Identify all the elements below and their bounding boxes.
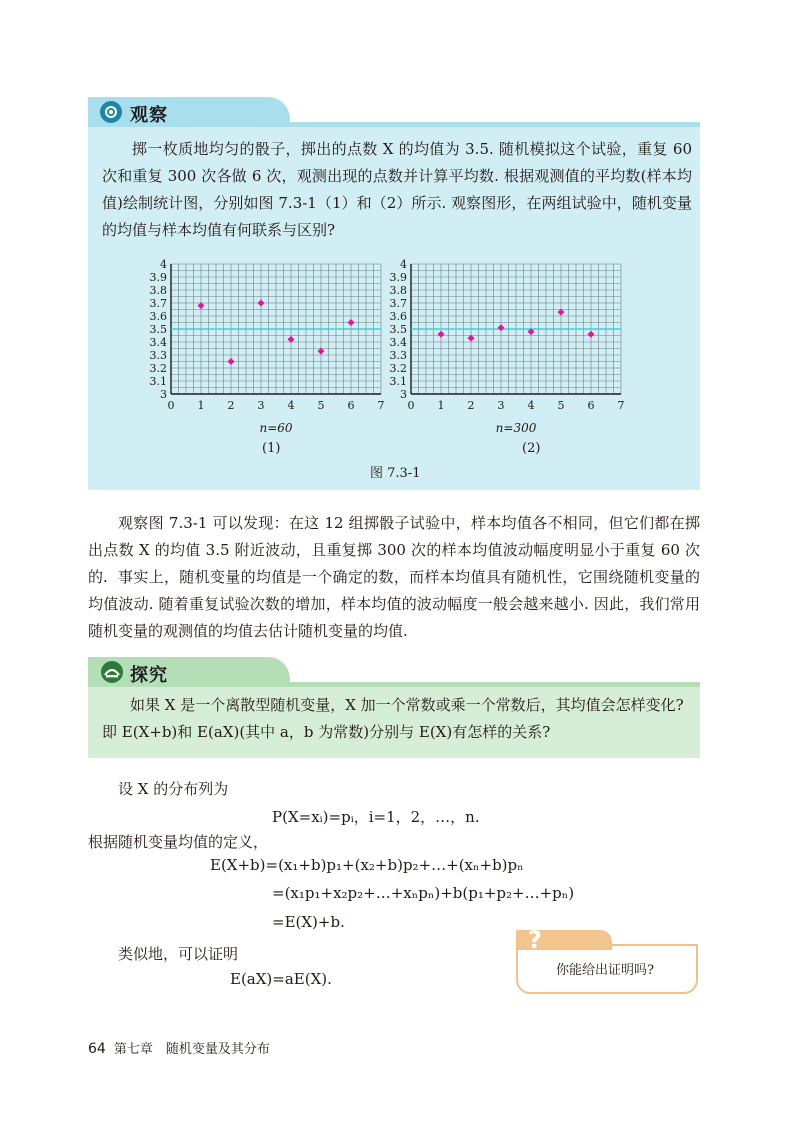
y-tick-label: 3.3	[149, 349, 167, 362]
x-axis-label: n=300	[495, 421, 537, 435]
observe-paragraph: 掷一枚质地均匀的骰子，掷出的点数 X 的均值为 3.5. 随机模拟这个试验，重复 60 次和重复 300 次各做 6 次，观测出现的点数并计算平均数. 根据观测值的平均数(样本均值)绘制统计图，分别如图 7.3-1（1）和（2）所示. 观察图形，在两组试验中，随机变量的均值与样本均值有何联系与区别?	[102, 140, 692, 239]
chart-2	[385, 254, 625, 434]
chapter-title: 第七章 随机变量及其分布	[113, 1042, 270, 1057]
y-tick-label: 3.4	[389, 336, 407, 349]
y-tick-label: 3.1	[149, 375, 167, 388]
page-number: 64	[88, 1041, 106, 1057]
page-footer	[88, 1038, 270, 1057]
x-tick-label: 3	[497, 399, 505, 412]
y-tick-label: 3.9	[389, 271, 407, 284]
y-tick-label: 3.7	[389, 297, 407, 310]
x-tick-label: 4	[527, 399, 535, 412]
observe-strip	[88, 122, 700, 127]
x-tick-label: 6	[587, 399, 595, 412]
y-tick-label: 3	[160, 388, 167, 401]
equation-line-2: =(x₁p₁+x₂p₂+…+xₙpₙ)+b(p₁+p₂+…+pₙ)	[272, 884, 575, 902]
x-tick-label: 2	[227, 399, 235, 412]
x-tick-label: 0	[407, 399, 415, 412]
eye-icon	[100, 101, 122, 123]
y-tick-label: 4	[400, 258, 407, 271]
y-tick-label: 3	[400, 388, 407, 401]
equation-line-1: E(X+b)=(x₁+b)p₁+(x₂+b)p₂+…+(xₙ+b)pₙ	[210, 856, 524, 874]
data-point	[228, 358, 235, 365]
y-tick-label: 3.1	[389, 375, 407, 388]
x-tick-label: 0	[167, 399, 175, 412]
x-tick-label: 1	[437, 399, 445, 412]
explore-icon	[100, 661, 124, 683]
similar-line: 类似地，可以证明	[118, 945, 239, 963]
y-tick-label: 3.5	[389, 323, 407, 336]
equation-line-4: E(aX)=aE(X).	[230, 970, 332, 988]
y-tick-label: 3.5	[149, 323, 167, 336]
x-tick-label: 4	[287, 399, 295, 412]
y-tick-label: 3.8	[149, 284, 167, 297]
x-tick-label: 7	[377, 399, 385, 412]
data-point	[588, 331, 595, 338]
x-tick-label: 2	[467, 399, 475, 412]
y-tick-label: 3.2	[149, 362, 167, 375]
distribution-equation: P(X=xᵢ)=pᵢ，i=1，2，…，n.	[272, 808, 480, 826]
explore-paragraph: 如果 X 是一个离散型随机变量，X 加一个常数或乘一个常数后，其均值会怎样变化? 即 E(X+b)和 E(aX)(其中 a，b 为常数)分别与 E(X)有怎样的关系?	[102, 696, 684, 741]
observe-title: 观察	[130, 105, 168, 126]
explore-title: 探究	[130, 665, 168, 686]
question-text: 你能给出证明吗?	[556, 963, 654, 978]
data-point	[498, 324, 505, 331]
question-mark-icon: ?	[528, 926, 542, 954]
x-tick-label: 5	[557, 399, 565, 412]
y-tick-label: 3.4	[149, 336, 167, 349]
y-tick-label: 3.6	[389, 310, 407, 323]
y-tick-label: 3.8	[389, 284, 407, 297]
x-tick-label: 1	[197, 399, 205, 412]
body-paragraph-2: 事实上，随机变量的均值是一个确定的数，而样本均值具有随机性，它围绕随机变量的均值波动. 随着重复试验次数的增加，样本均值的波动幅度一般会越来越小. 因此，我们常用随机变量的观测值的均值去估计随机变量的均值.	[88, 568, 700, 640]
explore-strip	[88, 682, 700, 687]
data-point	[258, 300, 265, 307]
x-tick-label: 7	[617, 399, 625, 412]
y-tick-label: 3.6	[149, 310, 167, 323]
definition-line: 根据随机变量均值的定义，	[88, 833, 269, 851]
figure-caption: 图 7.3-1	[370, 466, 421, 481]
chart-1-label: (1)	[262, 441, 281, 456]
chart-2-svg	[385, 254, 625, 434]
data-point	[438, 331, 445, 338]
x-tick-label: 6	[347, 399, 355, 412]
body-paragraph-1: 观察图 7.3-1 可以发现：在这 12 组掷骰子试验中，样本均值各不相同，但它们都在掷出点数 X 的均值 3.5 附近波动，且重复掷 300 次的样本均值波动幅度明显小于重复 60 次的.	[88, 514, 700, 586]
x-tick-label: 5	[317, 399, 325, 412]
chart-1-svg	[145, 254, 385, 434]
equation-line-3: =E(X)+b.	[272, 913, 345, 931]
derivation-intro: 设 X 的分布列为	[118, 780, 229, 798]
data-point	[348, 319, 355, 326]
x-axis-label: n=60	[259, 421, 293, 435]
y-tick-label: 4	[160, 258, 167, 271]
x-tick-label: 3	[257, 399, 265, 412]
y-tick-label: 3.7	[149, 297, 167, 310]
y-tick-label: 3.3	[389, 349, 407, 362]
chart-1	[145, 254, 385, 434]
chart-2-label: (2)	[522, 441, 541, 456]
y-tick-label: 3.9	[149, 271, 167, 284]
y-tick-label: 3.2	[389, 362, 407, 375]
